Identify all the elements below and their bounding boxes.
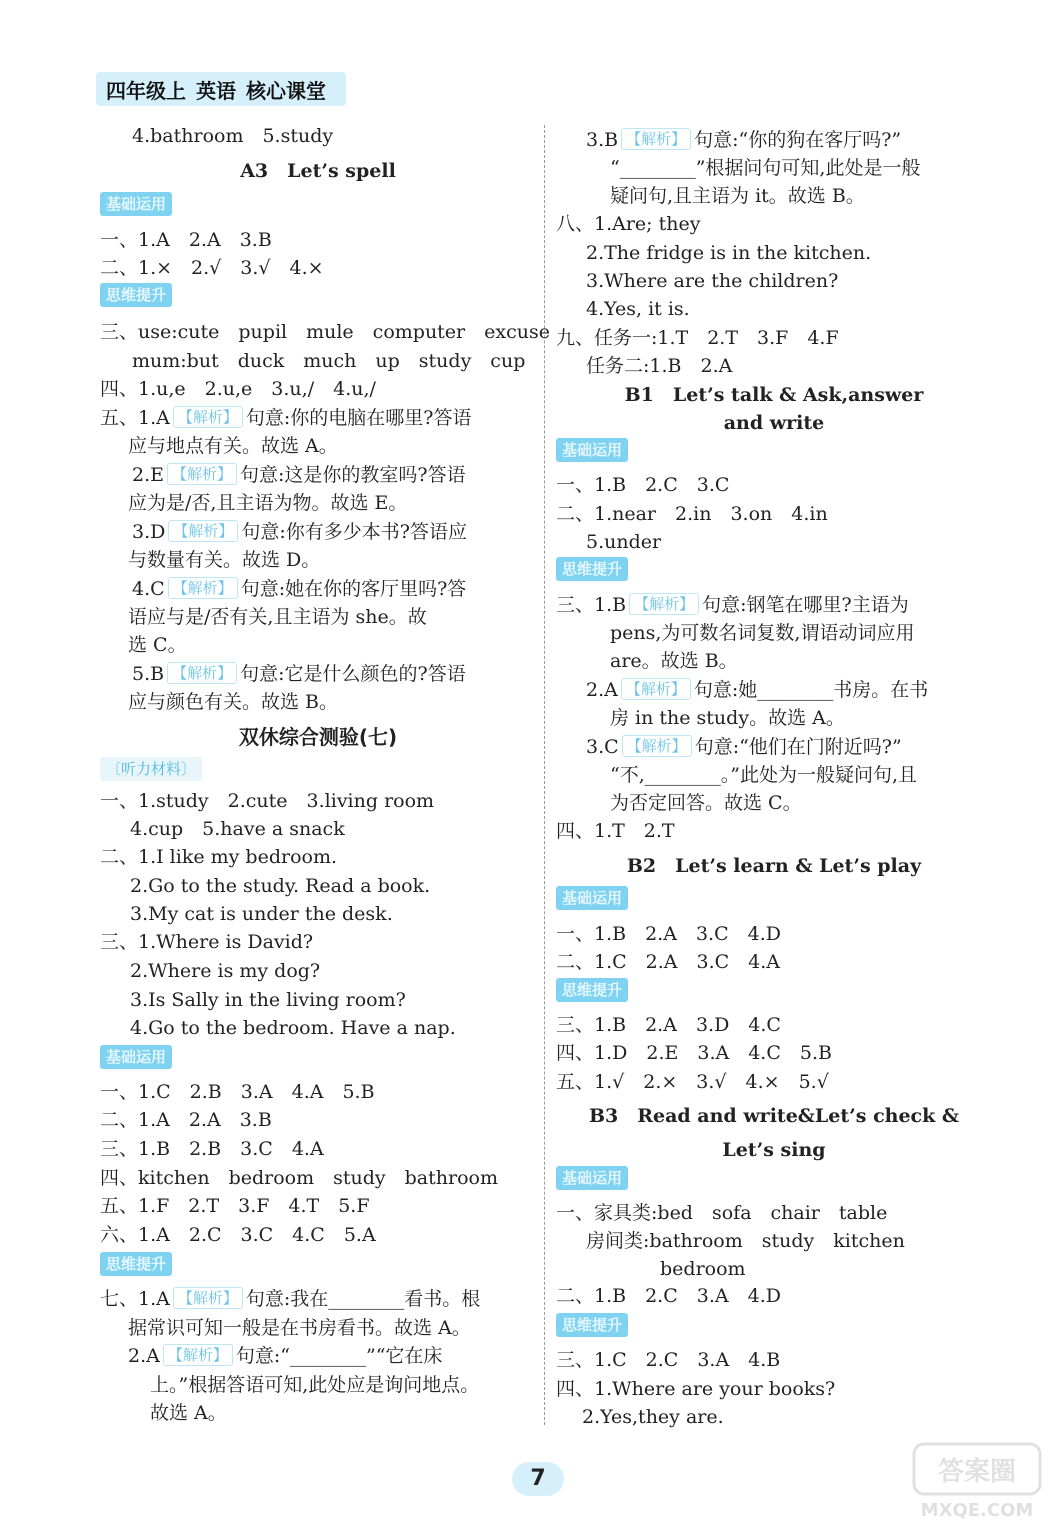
answer-line: 三、1.Where is David? [100,931,314,953]
answer-line: 2.Go to the study. Read a book. [130,875,431,897]
answer-line: 二、1.C 2.A 3.C 4.A [556,951,781,973]
section-heading-b1: B1 Let’s talk & Ask,answer [624,384,924,406]
tag-advanced: 思维提升 [556,1313,628,1337]
analysis-line: 应与颜色有关。故选 B。 [128,691,339,713]
page-number: 7 [512,1462,564,1496]
answer-line: 二、1.B 2.C 3.A 4.D [556,1285,781,1307]
section-heading-b1-cont: and write [723,412,825,434]
answer-line: 二、1.A 2.A 3.B [100,1109,272,1131]
analysis-line: 3.D 【解析】 句意:你有多少本书?答语应 [132,521,467,543]
answer-line: 2.Yes,they are. [582,1406,724,1428]
header-series: 核心课堂 [246,78,326,103]
answer-line: 五、1.√ 2.× 3.√ 4.× 5.√ [556,1071,829,1093]
answer-line: 一、1.C 2.B 3.A 4.A 5.B [100,1081,375,1103]
answer-line: 3.My cat is under the desk. [130,903,393,925]
analysis-line: 选 C。 [128,634,187,656]
section-heading-b2: B2 Let’s learn & Let’s play [626,855,922,877]
analysis-line: 2.A 【解析】 句意:她________书房。在书 [586,679,929,701]
answer-line: 房间类:bathroom study kitchen [586,1230,905,1252]
section-heading-b3: B3 Read and write&Let’s check & [588,1105,960,1127]
answer-line: 四、1.T 2.T [556,820,675,842]
analysis-line: 3.C 【解析】 句意:“他们在门附近吗?” [586,736,902,758]
answer-line: 2.Where is my dog? [130,960,321,982]
answer-line: 四、1.Where are your books? [556,1378,836,1400]
answer-line: 三、1.B 2.A 3.D 4.C [556,1014,781,1036]
answer-line: 四、kitchen bedroom study bathroom [100,1167,498,1189]
answer-line: 三、1.B 2.B 3.C 4.A [100,1138,324,1160]
answer-line: 3.Is Sally in the living room? [130,989,406,1011]
section-heading-b3-cont: Let’s sing [722,1139,826,1161]
analysis-line: 2.A 【解析】 句意:“________”“它在床 [128,1345,443,1367]
answer-line: 一、家具类:bed sofa chair table [556,1202,888,1224]
tag-advanced: 思维提升 [556,978,628,1002]
answer-line: 一、1.B 2.C 3.C [556,474,730,496]
answer-line: bedroom [660,1258,746,1280]
analysis-line: 5.B 【解析】 句意:它是什么颜色的?答语 [132,663,466,685]
analysis-line: 三、1.B 【解析】 句意:钢笔在哪里?主语为 [556,594,909,616]
analysis-line: 七、1.A 【解析】 句意:我在________看书。根 [100,1288,481,1310]
analysis-line: 上。”根据答语可知,此处应是询问地点。 [150,1374,480,1396]
analysis-line: “________”根据问句可知,此处是一般 [610,157,921,179]
analysis-line: 五、1.A 【解析】 句意:你的电脑在哪里?答语 [100,407,472,429]
tag-advanced: 思维提升 [100,283,172,307]
answer-line: 4.Go to the bedroom. Have a nap. [130,1017,456,1039]
svg-text:答案圈: 答案圈 [937,1457,1017,1487]
answer-line: 5.under [586,531,662,553]
section-heading-a3: A3 Let’s spell [240,160,396,182]
answer-line: 4.Yes, it is. [586,298,690,320]
answer-line: 二、1.I like my bedroom. [100,846,337,868]
analysis-line: 语应与是/否有关,且主语为 she。故 [128,606,427,628]
answer-line: 三、use:cute pupil mule computer excuse [100,321,550,343]
analysis-line: pens,为可数名词复数,谓语动词应用 [610,622,915,644]
analysis-line: 2.E 【解析】 句意:这是你的教室吗?答语 [132,464,466,486]
analysis-line: 故选 A。 [150,1402,227,1424]
answer-line: 六、1.A 2.C 3.C 4.C 5.A [100,1224,376,1246]
answer-line: 3.Where are the children? [586,270,839,292]
tag-basic: 基础运用 [556,886,628,910]
answer-line: 三、1.C 2.C 3.A 4.B [556,1349,781,1371]
watermark-logo [912,1442,1042,1522]
answer-line: 二、1.near 2.in 3.on 4.in [556,503,828,525]
tag-listening: 〔听力材料〕 [100,757,202,781]
answer-line: 4.bathroom 5.study [132,125,334,147]
answer-line: 一、1.A 2.A 3.B [100,229,272,251]
answer-line: 九、任务一:1.T 2.T 3.F 4.F [556,327,839,349]
answer-line: 八、1.Are; they [556,213,701,235]
answer-line: mum:but duck much up study cup [132,350,526,372]
answer-line: 4.cup 5.have a snack [130,818,345,840]
page-header [96,72,346,106]
analysis-line: are。故选 B。 [610,650,738,672]
answer-line: 五、1.F 2.T 3.F 4.T 5.F [100,1195,370,1217]
answer-line: 四、1.D 2.E 3.A 4.C 5.B [556,1042,832,1064]
tag-basic: 基础运用 [556,1166,628,1190]
header-subject: 英语 [196,78,236,103]
header-grade: 四年级上 [106,78,186,103]
analysis-line: 房 in the study。故选 A。 [610,707,845,729]
answer-line: 二、1.× 2.√ 3.√ 4.× [100,257,324,279]
svg-text:MXQE.COM: MXQE.COM [920,1500,1034,1521]
answer-line: 2.The fridge is in the kitchen. [586,242,872,264]
answer-line: 任务二:1.B 2.A [586,355,733,377]
analysis-line: 应与地点有关。故选 A。 [128,435,338,457]
analysis-line: 据常识可知一般是在书房看书。故选 A。 [128,1317,471,1339]
tag-basic: 基础运用 [100,1045,172,1069]
section-heading-test: 双休综合测验(七) [238,725,398,749]
analysis-line: 与数量有关。故选 D。 [128,549,321,571]
analysis-line: 4.C 【解析】 句意:她在你的客厅里吗?答 [132,578,467,600]
tag-advanced: 思维提升 [100,1252,172,1276]
tag-basic: 基础运用 [556,438,628,462]
analysis-line: 为否定回答。故选 C。 [610,792,802,814]
analysis-line: 3.B 【解析】 句意:“你的狗在客厅吗?” [586,129,902,151]
answer-line: 一、1.B 2.A 3.C 4.D [556,923,781,945]
analysis-line: 应为是/否,且主语为物。故选 E。 [128,492,408,514]
analysis-line: 疑问句,且主语为 it。故选 B。 [610,185,865,207]
tag-advanced: 思维提升 [556,557,628,581]
tag-basic: 基础运用 [100,192,172,216]
answer-line: 一、1.study 2.cute 3.living room [100,790,435,812]
answer-line: 四、1.u,e 2.u,e 3.u,/ 4.u,/ [100,378,376,400]
analysis-line: “不,________。”此处为一般疑问句,且 [610,764,918,786]
